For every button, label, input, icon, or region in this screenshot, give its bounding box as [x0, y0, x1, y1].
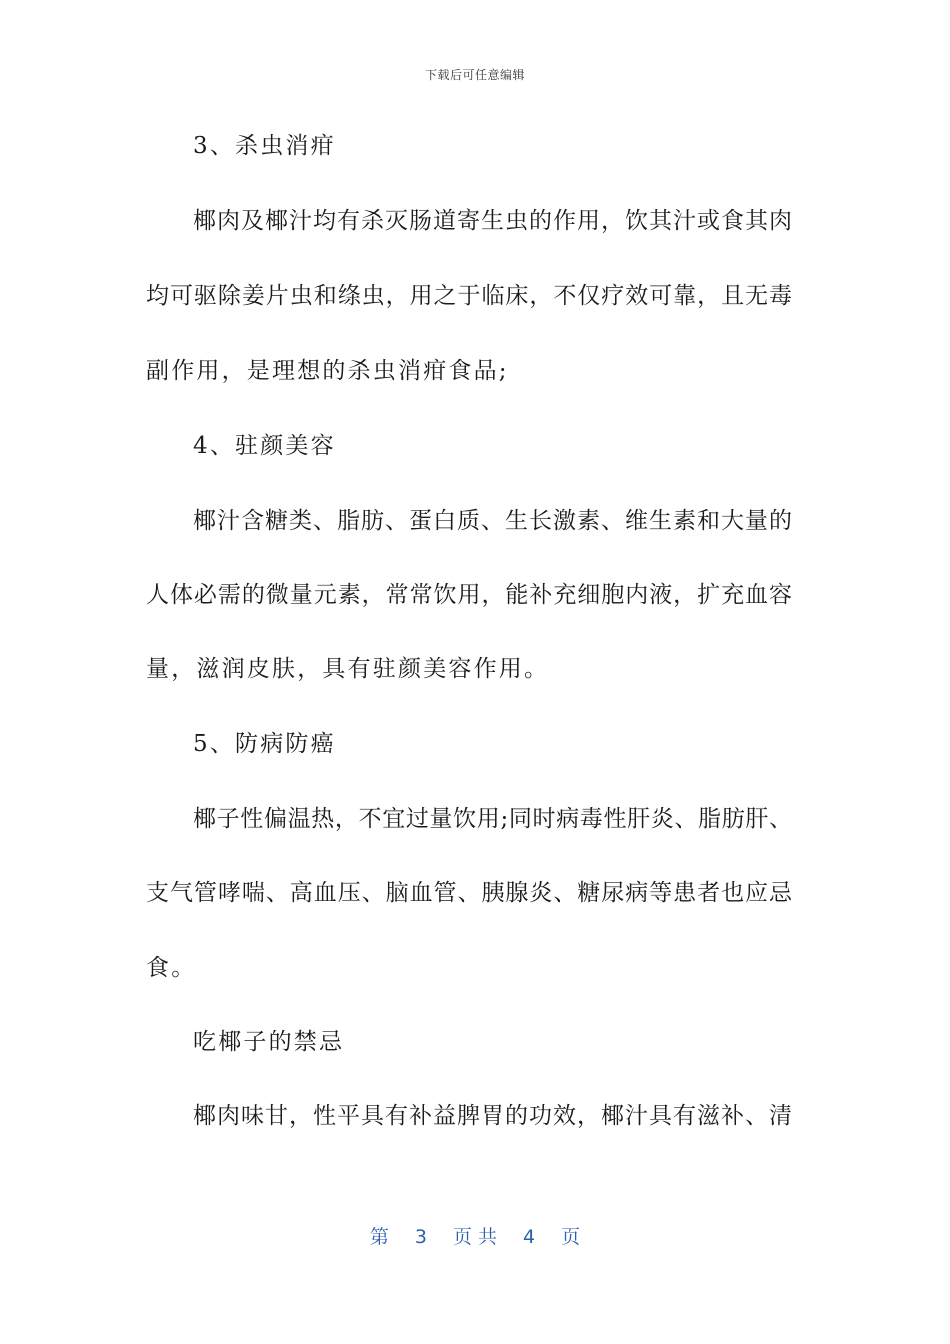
- paragraph-line: 支气管哮喘、高血压、脑血管、胰腺炎、糖尿病等患者也应忌: [146, 880, 792, 906]
- paragraph-line: 食。: [146, 955, 197, 981]
- footer-total-pages: 4: [523, 1226, 536, 1248]
- paragraph-line: 椰子性偏温热，不宜过量饮用;同时病毒性肝炎、脂肪肝、: [193, 806, 792, 832]
- footer-label-ye: 页: [561, 1226, 581, 1248]
- section-heading-4: 4、驻颜美容: [193, 433, 336, 459]
- section-heading-3: 3、杀虫消疳: [193, 133, 336, 159]
- page-footer: [0, 1222, 950, 1249]
- paragraph-line: 人体必需的微量元素，常常饮用，能补充细胞内液，扩充血容: [146, 582, 792, 608]
- footer-current-page: 3: [414, 1226, 427, 1248]
- paragraph-line: 量，滋润皮肤，具有驻颜美容作用。: [146, 656, 550, 682]
- footer-label-ye-gong: 页 共: [452, 1226, 498, 1248]
- paragraph-line: 椰汁含糖类、脂肪、蛋白质、生长激素、维生素和大量的: [193, 508, 792, 534]
- footer-label-di: 第: [369, 1226, 389, 1248]
- paragraph-line: 椰肉味甘，性平具有补益脾胃的功效，椰汁具有滋补、清: [193, 1103, 792, 1129]
- section-heading-taboo: 吃椰子的禁忌: [193, 1029, 345, 1055]
- header-note: 下载后可任意编辑: [424, 68, 525, 82]
- section-heading-5: 5、防病防癌: [193, 731, 336, 757]
- paragraph-line: 椰肉及椰汁均有杀灭肠道寄生虫的作用，饮其汁或食其肉: [193, 208, 792, 234]
- paragraph-line: 均可驱除姜片虫和绦虫，用之于临床，不仅疗效可靠，且无毒: [146, 283, 792, 309]
- paragraph-line: 副作用，是理想的杀虫消疳食品;: [146, 358, 509, 384]
